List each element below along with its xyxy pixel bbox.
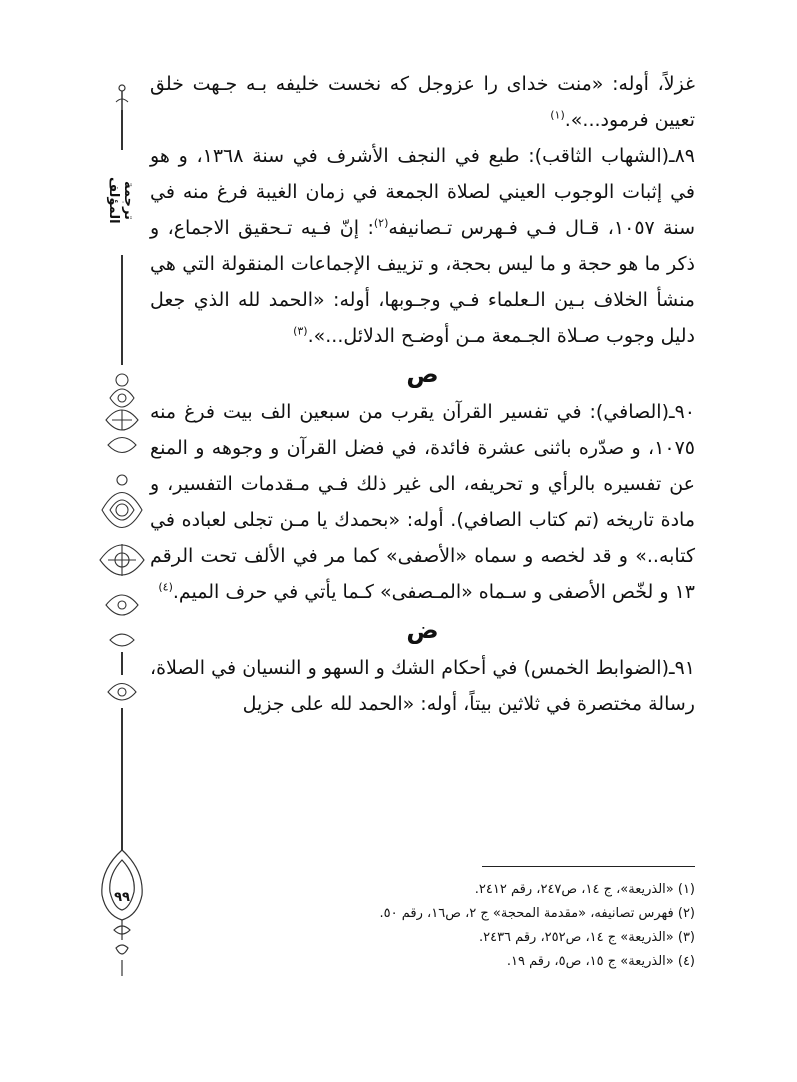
footnote-ref: (١) (550, 108, 565, 122)
paragraph-text: غزلاً، أوله: «منت خداى را عزوجل كه نخست خليفه بـه جـهت خلق تعيين فرمود...». (150, 73, 695, 131)
paragraph-text: ٨٩ـ(الشهاب الثاقب): طبع في النجف الأشرف في سنة ١٣٦٨، و هو في إثبات الوجوب العيني لصلاة الجمعة في زمان الغيبة فرغ منه في سنة ١٠٥٧، قـال فـي فـهرس تـصانيفه (150, 145, 695, 239)
footnote-ref: (٤) (158, 580, 173, 594)
paragraph-90 (150, 394, 695, 610)
footnotes (330, 878, 695, 974)
footnote-divider (482, 866, 695, 867)
paragraph-89 (150, 138, 695, 354)
paragraph-88-end (150, 66, 695, 138)
paragraph-text: : إنّ فـيه تـحقيق الاجماع، و ذكر ما هو حجة و ما ليس بحجة، و تزييف الإجماعات المنقولة التي هي منشأ الخلاف بـين الـعلماء فـي وجـوبها، أوله: «الحمد لله الذي جعل دليل وجوب صـلاة الجـمعة مـن أوضـح الدلائل...». (150, 217, 695, 347)
running-head: ترجمة المؤلف (106, 176, 136, 224)
paragraph-text: ٩٠ـ(الصافي): في تفسير القرآن يقرب من سبعين الف بيت فرغ منه ١٠٧٥، و صدّره باثنى عشرة فائدة، في فضل القرآن و وجوهه و المنع عن تفسيره بالرأي و تحريفه، الى غير ذلك فـي مـقدمات التفسير، و مادة تاريخه (تم كتاب الصافي). أوله: «بحمدك يا مـن تجلى لعباده في كتابه..» و قد لخصه و سماه «الأصفى» كما مر في الألف تحت الرقم ١٣ و لخّص الأصفى و سـماه «المـصفى» كـما يأتي في حرف الميم. (150, 401, 695, 603)
footnote-4: (٤) «الذريعة» ج ١٥، ص٥، رقم ١٩. (506, 954, 695, 969)
page-number: ٩٩ (114, 890, 130, 905)
main-text (150, 66, 695, 722)
footnote-2: (٢) فهرس تصانيفه، «مقدمة المحجة» ج ٢، ص١٦، رقم ٥٠. (379, 906, 695, 921)
section-letter-dad: ض (406, 616, 439, 644)
footnote-3: (٣) «الذريعة» ج ١٤، ص٢٥٢، رقم ٢٤٣٦. (478, 930, 695, 945)
footnote-ref: (٢) (373, 216, 389, 230)
paragraph-91: ٩١ـ(الضوابط الخمس) في أحكام الشك و السهو و النسيان في الصلاة، رسالة مختصرة في ثلاثين بيتاً، أوله: «الحمد لله على جزيل (150, 657, 695, 715)
footnote-ref: (٣) (293, 324, 308, 338)
footnote-1: (١) «الذريعة»، ج ١٤، ص٢٤٧، رقم ٢٤١٢. (474, 882, 695, 897)
section-letter-sad: ص (406, 360, 439, 388)
